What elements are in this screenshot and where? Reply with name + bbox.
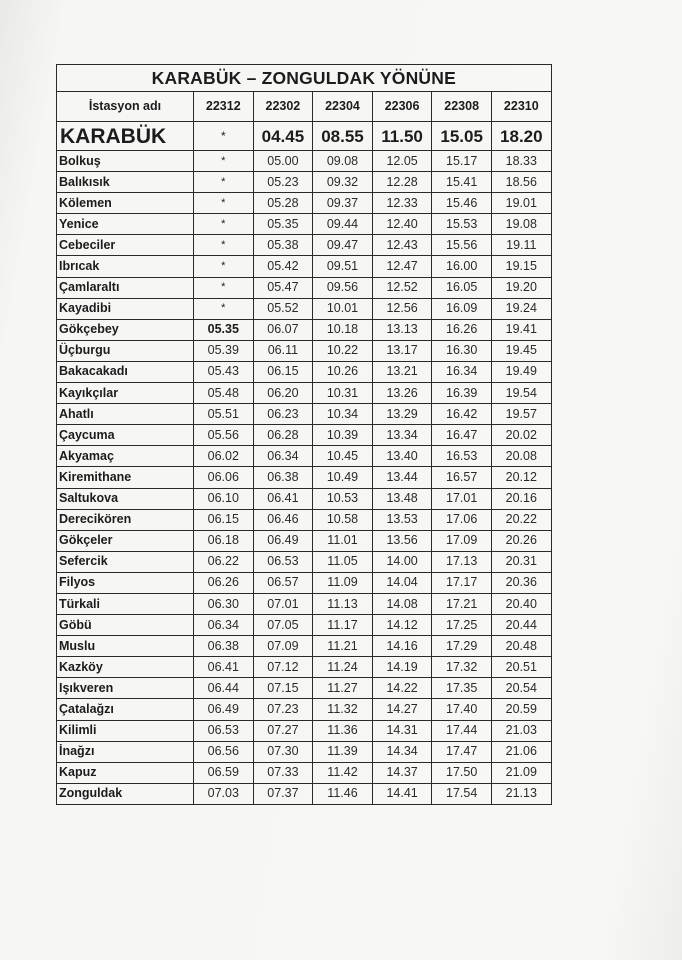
departure-time: 19.24	[491, 298, 551, 319]
departure-time: 11.42	[313, 762, 373, 783]
departure-time: 16.00	[432, 256, 492, 277]
departure-time: 06.15	[194, 509, 254, 530]
departure-time: 07.37	[253, 783, 313, 804]
departure-time: 14.16	[372, 636, 432, 657]
departure-time: 05.52	[253, 298, 313, 319]
departure-time: 06.44	[194, 678, 254, 699]
departure-time: 14.04	[372, 572, 432, 593]
station-name: Gökçeler	[57, 530, 194, 551]
table-row	[57, 298, 552, 319]
departure-time: 16.39	[432, 383, 492, 404]
departure-time: 07.30	[253, 741, 313, 762]
departure-time: 05.56	[194, 425, 254, 446]
departure-time: 11.46	[313, 783, 373, 804]
departure-time: 14.12	[372, 615, 432, 636]
departure-time: 20.12	[491, 467, 551, 488]
departure-time: 17.25	[432, 615, 492, 636]
departure-time: 11.09	[313, 572, 373, 593]
table-row	[57, 720, 552, 741]
departure-time: 06.23	[253, 404, 313, 425]
departure-time: 19.45	[491, 340, 551, 361]
departure-time: 19.20	[491, 277, 551, 298]
departure-time: 17.54	[432, 783, 492, 804]
departure-time: 20.31	[491, 551, 551, 572]
departure-time: 10.31	[313, 383, 373, 404]
table-row	[57, 678, 552, 699]
departure-time: 09.08	[313, 151, 373, 172]
departure-time: 12.47	[372, 256, 432, 277]
departure-time: 13.44	[372, 467, 432, 488]
train-number-header: 22304	[313, 92, 373, 122]
departure-time: 11.17	[313, 615, 373, 636]
timetable-title: KARABÜK – ZONGULDAK YÖNÜNE	[57, 65, 552, 92]
departure-time: 16.09	[432, 298, 492, 319]
station-name: Akyamaç	[57, 446, 194, 467]
station-name: Türkali	[57, 593, 194, 614]
departure-time: 20.08	[491, 446, 551, 467]
departure-time: 10.45	[313, 446, 373, 467]
departure-time: 11.24	[313, 657, 373, 678]
departure-time: *	[194, 172, 254, 193]
departure-time: 12.56	[372, 298, 432, 319]
station-name: Bakacakadı	[57, 361, 194, 382]
departure-time: 18.56	[491, 172, 551, 193]
table-row	[57, 256, 552, 277]
departure-time: 07.05	[253, 615, 313, 636]
table-row	[57, 193, 552, 214]
departure-time: 14.22	[372, 678, 432, 699]
departure-time: 20.16	[491, 488, 551, 509]
departure-time: 05.48	[194, 383, 254, 404]
departure-time: 20.36	[491, 572, 551, 593]
departure-time: 16.53	[432, 446, 492, 467]
departure-time: 06.22	[194, 551, 254, 572]
departure-time: 11.13	[313, 593, 373, 614]
table-row	[57, 636, 552, 657]
departure-time: 09.47	[313, 235, 373, 256]
departure-time: 05.35	[253, 214, 313, 235]
station-name: Kazköy	[57, 657, 194, 678]
departure-time: 14.08	[372, 593, 432, 614]
departure-time: 15.41	[432, 172, 492, 193]
departure-time: 06.49	[253, 530, 313, 551]
table-row	[57, 151, 552, 172]
departure-time: 04.45	[253, 122, 313, 151]
departure-time: 07.03	[194, 783, 254, 804]
departure-time: 19.57	[491, 404, 551, 425]
departure-time: 17.50	[432, 762, 492, 783]
departure-time: 10.01	[313, 298, 373, 319]
table-row	[57, 446, 552, 467]
departure-time: 11.36	[313, 720, 373, 741]
departure-time: 17.17	[432, 572, 492, 593]
train-number-header: 22308	[432, 92, 492, 122]
departure-time: 06.38	[194, 636, 254, 657]
departure-time: 17.29	[432, 636, 492, 657]
departure-time: 15.53	[432, 214, 492, 235]
table-row	[57, 340, 552, 361]
departure-time: 13.13	[372, 319, 432, 340]
departure-time: 13.48	[372, 488, 432, 509]
departure-time: 07.09	[253, 636, 313, 657]
departure-time: 18.33	[491, 151, 551, 172]
departure-time: 17.40	[432, 699, 492, 720]
table-row	[57, 404, 552, 425]
header-row	[57, 92, 552, 122]
departure-time: 11.05	[313, 551, 373, 572]
departure-time: 13.17	[372, 340, 432, 361]
departure-time: 05.42	[253, 256, 313, 277]
departure-time: 06.53	[253, 551, 313, 572]
departure-time: 06.34	[253, 446, 313, 467]
station-column-header: İstasyon adı	[57, 92, 194, 122]
departure-time: 06.59	[194, 762, 254, 783]
table-row	[57, 361, 552, 382]
departure-time: 06.34	[194, 615, 254, 636]
departure-time: 10.26	[313, 361, 373, 382]
departure-time: 05.38	[253, 235, 313, 256]
departure-time: 10.34	[313, 404, 373, 425]
departure-time: 06.53	[194, 720, 254, 741]
departure-time: 17.44	[432, 720, 492, 741]
departure-time: 18.20	[491, 122, 551, 151]
station-name: Kayadibi	[57, 298, 194, 319]
departure-time: 11.39	[313, 741, 373, 762]
station-name: Yenice	[57, 214, 194, 235]
departure-time: 17.35	[432, 678, 492, 699]
departure-time: 20.59	[491, 699, 551, 720]
station-name: Kilimli	[57, 720, 194, 741]
departure-time: 19.08	[491, 214, 551, 235]
departure-time: 12.28	[372, 172, 432, 193]
timetable-body	[57, 151, 552, 805]
departure-time: 06.49	[194, 699, 254, 720]
departure-time: 06.26	[194, 572, 254, 593]
departure-time: 13.26	[372, 383, 432, 404]
departure-time: 07.27	[253, 720, 313, 741]
departure-time: 10.18	[313, 319, 373, 340]
departure-time: 12.05	[372, 151, 432, 172]
table-row	[57, 277, 552, 298]
table-row	[57, 615, 552, 636]
departure-time: 19.15	[491, 256, 551, 277]
table-row	[57, 214, 552, 235]
origin-row	[57, 122, 552, 151]
origin-station-name: KARABÜK	[57, 122, 194, 151]
departure-time: 06.56	[194, 741, 254, 762]
departure-time: *	[194, 256, 254, 277]
departure-time: 06.38	[253, 467, 313, 488]
station-name: Kiremithane	[57, 467, 194, 488]
station-name: İnağzı	[57, 741, 194, 762]
departure-time: 14.34	[372, 741, 432, 762]
station-name: Göbü	[57, 615, 194, 636]
departure-time: 17.32	[432, 657, 492, 678]
train-number-header: 22306	[372, 92, 432, 122]
station-name: Zonguldak	[57, 783, 194, 804]
departure-time: 10.49	[313, 467, 373, 488]
departure-time: 16.30	[432, 340, 492, 361]
station-name: Işıkveren	[57, 678, 194, 699]
departure-time: 06.11	[253, 340, 313, 361]
table-row	[57, 488, 552, 509]
departure-time: 15.05	[432, 122, 492, 151]
station-name: Muslu	[57, 636, 194, 657]
departure-time: 07.01	[253, 593, 313, 614]
departure-time: 10.39	[313, 425, 373, 446]
departure-time: 09.51	[313, 256, 373, 277]
departure-time: 05.47	[253, 277, 313, 298]
departure-time: 10.53	[313, 488, 373, 509]
train-number-header: 22310	[491, 92, 551, 122]
train-number-header: 22312	[194, 92, 254, 122]
departure-time: 17.21	[432, 593, 492, 614]
departure-time: 09.32	[313, 172, 373, 193]
departure-time: 10.58	[313, 509, 373, 530]
departure-time: *	[194, 214, 254, 235]
departure-time: 16.26	[432, 319, 492, 340]
station-name: Kölemen	[57, 193, 194, 214]
departure-time: 05.00	[253, 151, 313, 172]
departure-time: 09.44	[313, 214, 373, 235]
departure-time: 06.41	[253, 488, 313, 509]
table-row	[57, 593, 552, 614]
departure-time: 15.56	[432, 235, 492, 256]
departure-time: 19.54	[491, 383, 551, 404]
departure-time: 11.50	[372, 122, 432, 151]
departure-time: 20.22	[491, 509, 551, 530]
table-row	[57, 741, 552, 762]
departure-time: 06.57	[253, 572, 313, 593]
departure-time: 16.47	[432, 425, 492, 446]
departure-time: 05.23	[253, 172, 313, 193]
departure-time: 12.40	[372, 214, 432, 235]
table-row	[57, 762, 552, 783]
departure-time: 13.56	[372, 530, 432, 551]
departure-time: 16.42	[432, 404, 492, 425]
departure-time: 20.48	[491, 636, 551, 657]
departure-time: 09.56	[313, 277, 373, 298]
departure-time: 07.33	[253, 762, 313, 783]
table-row	[57, 425, 552, 446]
departure-time: 10.22	[313, 340, 373, 361]
departure-time: 20.40	[491, 593, 551, 614]
departure-time: 11.27	[313, 678, 373, 699]
departure-time: 17.13	[432, 551, 492, 572]
departure-time: 05.28	[253, 193, 313, 214]
station-name: Derecikören	[57, 509, 194, 530]
departure-time: 05.43	[194, 361, 254, 382]
departure-time: 21.09	[491, 762, 551, 783]
station-name: Cebeciler	[57, 235, 194, 256]
departure-time: *	[194, 298, 254, 319]
departure-time: 06.41	[194, 657, 254, 678]
departure-time: 13.53	[372, 509, 432, 530]
station-name: Ahatlı	[57, 404, 194, 425]
station-name: Kapuz	[57, 762, 194, 783]
departure-time: 21.03	[491, 720, 551, 741]
station-name: Saltukova	[57, 488, 194, 509]
station-name: Sefercik	[57, 551, 194, 572]
departure-time: 06.10	[194, 488, 254, 509]
station-name: Çamlaraltı	[57, 277, 194, 298]
departure-time: 21.06	[491, 741, 551, 762]
departure-time: 11.21	[313, 636, 373, 657]
departure-time: 20.54	[491, 678, 551, 699]
departure-time: 07.12	[253, 657, 313, 678]
table-row	[57, 657, 552, 678]
station-name: Ibrıcak	[57, 256, 194, 277]
departure-time: 17.47	[432, 741, 492, 762]
departure-time: 12.52	[372, 277, 432, 298]
departure-time: 20.02	[491, 425, 551, 446]
table-row	[57, 783, 552, 804]
departure-time: 19.11	[491, 235, 551, 256]
departure-time: 11.01	[313, 530, 373, 551]
departure-time: 06.20	[253, 383, 313, 404]
departure-time: 19.01	[491, 193, 551, 214]
station-name: Filyos	[57, 572, 194, 593]
departure-time: 17.06	[432, 509, 492, 530]
departure-time: 15.17	[432, 151, 492, 172]
station-name: Bolkuş	[57, 151, 194, 172]
station-name: Üçburgu	[57, 340, 194, 361]
departure-time: 06.06	[194, 467, 254, 488]
departure-time: 05.51	[194, 404, 254, 425]
departure-time: 20.44	[491, 615, 551, 636]
departure-time: 20.26	[491, 530, 551, 551]
table-row	[57, 383, 552, 404]
departure-time: 13.34	[372, 425, 432, 446]
departure-time: 15.46	[432, 193, 492, 214]
departure-time: 06.07	[253, 319, 313, 340]
departure-time: *	[194, 193, 254, 214]
departure-time: 16.05	[432, 277, 492, 298]
departure-time: 19.41	[491, 319, 551, 340]
departure-time: 14.31	[372, 720, 432, 741]
departure-time: 06.02	[194, 446, 254, 467]
station-name: Gökçebey	[57, 319, 194, 340]
departure-time: 13.29	[372, 404, 432, 425]
departure-time: 12.33	[372, 193, 432, 214]
departure-time: 05.39	[194, 340, 254, 361]
table-row	[57, 551, 552, 572]
departure-time: 14.27	[372, 699, 432, 720]
departure-time: 20.51	[491, 657, 551, 678]
departure-time: 16.57	[432, 467, 492, 488]
station-name: Balıkısık	[57, 172, 194, 193]
departure-time: 06.18	[194, 530, 254, 551]
station-name: Kayıkçılar	[57, 383, 194, 404]
departure-time: 14.37	[372, 762, 432, 783]
departure-time: *	[194, 277, 254, 298]
table-row	[57, 509, 552, 530]
departure-time: *	[194, 235, 254, 256]
departure-time: 14.00	[372, 551, 432, 572]
departure-time: 05.35	[194, 319, 254, 340]
table-row	[57, 699, 552, 720]
departure-time: 13.21	[372, 361, 432, 382]
table-row	[57, 172, 552, 193]
departure-time: 06.46	[253, 509, 313, 530]
departure-time: 06.28	[253, 425, 313, 446]
departure-time: 06.15	[253, 361, 313, 382]
table-row	[57, 467, 552, 488]
departure-time: 21.13	[491, 783, 551, 804]
departure-time: 12.43	[372, 235, 432, 256]
departure-time: 07.23	[253, 699, 313, 720]
departure-time: 08.55	[313, 122, 373, 151]
timetable	[56, 64, 552, 805]
station-name: Çaycuma	[57, 425, 194, 446]
departure-time: 16.34	[432, 361, 492, 382]
departure-time: 13.40	[372, 446, 432, 467]
departure-time: *	[194, 122, 254, 151]
departure-time: *	[194, 151, 254, 172]
table-row	[57, 319, 552, 340]
departure-time: 06.30	[194, 593, 254, 614]
departure-time: 11.32	[313, 699, 373, 720]
departure-time: 14.41	[372, 783, 432, 804]
table-row	[57, 572, 552, 593]
departure-time: 17.09	[432, 530, 492, 551]
station-name: Çatalağzı	[57, 699, 194, 720]
train-number-header: 22302	[253, 92, 313, 122]
departure-time: 19.49	[491, 361, 551, 382]
departure-time: 07.15	[253, 678, 313, 699]
departure-time: 17.01	[432, 488, 492, 509]
departure-time: 09.37	[313, 193, 373, 214]
departure-time: 14.19	[372, 657, 432, 678]
table-row	[57, 235, 552, 256]
table-row	[57, 530, 552, 551]
